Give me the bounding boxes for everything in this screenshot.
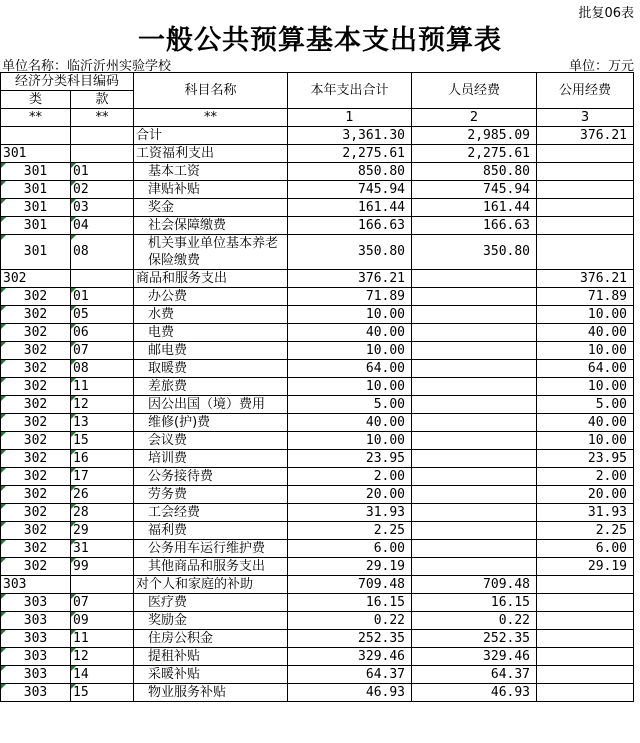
cell-personnel (412, 522, 537, 540)
cell-lei: 302 (1, 540, 71, 558)
cell-public (537, 666, 634, 684)
cell-personnel (412, 288, 537, 306)
cell-item-name: 劳务费 (134, 486, 288, 504)
cell-public: 64.00 (537, 360, 634, 378)
cell-item-name: 因公出国（境）费用 (134, 396, 288, 414)
cell-item-name: 采暖补贴 (134, 666, 288, 684)
marker-cell: 2 (412, 109, 537, 127)
cell-kuan: 13 (71, 414, 134, 432)
table-row (1, 486, 634, 504)
cell-lei: 303 (1, 594, 71, 612)
cell-kuan: 17 (71, 468, 134, 486)
cell-lei: 303 (1, 630, 71, 648)
table-row (1, 684, 634, 702)
cell-lei: 302 (1, 450, 71, 468)
cell-lei: 302 (1, 360, 71, 378)
cell-item-name: 邮电费 (134, 342, 288, 360)
cell-total: 6.00 (288, 540, 412, 558)
cell-item-name: 会议费 (134, 432, 288, 450)
cell-kuan: 02 (71, 181, 134, 199)
cell-total: 20.00 (288, 486, 412, 504)
cell-personnel: 2,275.61 (412, 145, 537, 163)
cell-kuan: 01 (71, 288, 134, 306)
cell-kuan: 07 (71, 594, 134, 612)
cell-kuan: 04 (71, 217, 134, 235)
cell-kuan: 11 (71, 378, 134, 396)
cell-total: 2,275.61 (288, 145, 412, 163)
cell-personnel (412, 378, 537, 396)
cell-lei: 302 (1, 468, 71, 486)
cell-kuan: 12 (71, 396, 134, 414)
header-item-name: 科目名称 (134, 73, 288, 109)
cell-lei: 302 (1, 504, 71, 522)
cell-personnel: 252.35 (412, 630, 537, 648)
cell-lei: 302 (1, 432, 71, 450)
table-row (1, 648, 634, 666)
cell-kuan: 28 (71, 504, 134, 522)
cell-public: 6.00 (537, 540, 634, 558)
cell-item-name: 合计 (134, 127, 288, 145)
cell-public (537, 648, 634, 666)
table-row (1, 576, 634, 594)
cell-lei: 302 (1, 270, 71, 288)
cell-total: 709.48 (288, 576, 412, 594)
cell-public (537, 199, 634, 217)
table-row (1, 540, 634, 558)
table-row (1, 432, 634, 450)
table-row (1, 504, 634, 522)
table-row (1, 270, 634, 288)
cell-lei: 302 (1, 486, 71, 504)
table-row (1, 324, 634, 342)
cell-lei: 302 (1, 342, 71, 360)
cell-lei: 303 (1, 684, 71, 702)
cell-kuan: 14 (71, 666, 134, 684)
unit-name: 单位名称：临沂沂州实验学校 (2, 59, 172, 74)
cell-public: 31.93 (537, 504, 634, 522)
cell-item-name: 取暖费 (134, 360, 288, 378)
cell-kuan: 12 (71, 648, 134, 666)
cell-total: 350.80 (288, 235, 412, 270)
table-row (1, 342, 634, 360)
header-lei: 类 (1, 91, 71, 109)
cell-total: 166.63 (288, 217, 412, 235)
marker-cell: ** (71, 109, 134, 127)
cell-total: 252.35 (288, 630, 412, 648)
cell-public (537, 235, 634, 270)
cell-total: 2.00 (288, 468, 412, 486)
table-row (1, 217, 634, 235)
cell-public: 376.21 (537, 270, 634, 288)
cell-total: 40.00 (288, 414, 412, 432)
cell-personnel (412, 450, 537, 468)
cell-item-name: 提租补贴 (134, 648, 288, 666)
cell-public (537, 630, 634, 648)
table-row (1, 163, 634, 181)
cell-kuan: 16 (71, 450, 134, 468)
cell-item-name: 津贴补贴 (134, 181, 288, 199)
cell-item-name: 社会保障缴费 (134, 217, 288, 235)
cell-item-name: 培训费 (134, 450, 288, 468)
cell-total: 10.00 (288, 306, 412, 324)
table-body (1, 127, 634, 702)
cell-lei (1, 127, 71, 145)
table-row (1, 594, 634, 612)
marker-cell: ** (134, 109, 288, 127)
page-title: 一般公共预算基本支出预算表 (138, 25, 502, 56)
cell-public: 10.00 (537, 306, 634, 324)
cell-public: 2.00 (537, 468, 634, 486)
cell-personnel: 329.46 (412, 648, 537, 666)
cell-personnel: 850.80 (412, 163, 537, 181)
cell-public: 29.19 (537, 558, 634, 576)
cell-lei: 303 (1, 666, 71, 684)
cell-item-name: 工会经费 (134, 504, 288, 522)
cell-total: 745.94 (288, 181, 412, 199)
cell-lei: 303 (1, 648, 71, 666)
table-row (1, 612, 634, 630)
cell-item-name: 奖励金 (134, 612, 288, 630)
cell-item-name: 差旅费 (134, 378, 288, 396)
cell-lei: 302 (1, 324, 71, 342)
cell-lei: 302 (1, 414, 71, 432)
header-public: 公用经费 (537, 73, 634, 109)
cell-public (537, 145, 634, 163)
cell-kuan: 08 (71, 360, 134, 378)
cell-item-name: 办公费 (134, 288, 288, 306)
cell-kuan: 09 (71, 612, 134, 630)
cell-total: 23.95 (288, 450, 412, 468)
table-row (1, 306, 634, 324)
table-row (1, 235, 634, 270)
cell-public (537, 684, 634, 702)
cell-personnel (412, 540, 537, 558)
cell-public: 40.00 (537, 414, 634, 432)
cell-kuan (71, 145, 134, 163)
cell-item-name: 机关事业单位基本养老保险缴费 (134, 235, 288, 270)
cell-total: 46.93 (288, 684, 412, 702)
cell-total: 10.00 (288, 378, 412, 396)
cell-public (537, 181, 634, 199)
cell-kuan: 15 (71, 684, 134, 702)
cell-total: 161.44 (288, 199, 412, 217)
table-row (1, 199, 634, 217)
cell-total: 29.19 (288, 558, 412, 576)
unit-label: 单位：万元 (568, 59, 634, 74)
cell-personnel (412, 504, 537, 522)
cell-public (537, 594, 634, 612)
cell-public: 10.00 (537, 342, 634, 360)
cell-item-name: 维修(护)费 (134, 414, 288, 432)
cell-total: 10.00 (288, 432, 412, 450)
cell-lei: 302 (1, 396, 71, 414)
cell-kuan: 06 (71, 324, 134, 342)
cell-total: 64.00 (288, 360, 412, 378)
cell-item-name: 水费 (134, 306, 288, 324)
table-row (1, 522, 634, 540)
cell-public (537, 163, 634, 181)
cell-personnel (412, 306, 537, 324)
cell-lei: 302 (1, 558, 71, 576)
cell-item-name: 公务用车运行维护费 (134, 540, 288, 558)
table-row (1, 630, 634, 648)
cell-personnel: 161.44 (412, 199, 537, 217)
table-row (1, 558, 634, 576)
cell-total: 31.93 (288, 504, 412, 522)
cell-personnel: 16.15 (412, 594, 537, 612)
cell-total: 10.00 (288, 342, 412, 360)
cell-personnel: 2,985.09 (412, 127, 537, 145)
cell-item-name: 物业服务补贴 (134, 684, 288, 702)
marker-cell: ** (1, 109, 71, 127)
table-row (1, 378, 634, 396)
cell-personnel (412, 324, 537, 342)
table-row (1, 288, 634, 306)
cell-kuan: 26 (71, 486, 134, 504)
cell-total: 64.37 (288, 666, 412, 684)
cell-personnel (412, 360, 537, 378)
cell-item-name: 医疗费 (134, 594, 288, 612)
header-kuan: 款 (71, 91, 134, 109)
header-personnel: 人员经费 (412, 73, 537, 109)
header-econ-code: 经济分类科目编码 (1, 73, 134, 91)
cell-kuan: 31 (71, 540, 134, 558)
table-row (1, 396, 634, 414)
cell-item-name: 福利费 (134, 522, 288, 540)
table-row (1, 414, 634, 432)
cell-total: 5.00 (288, 396, 412, 414)
cell-personnel: 46.93 (412, 684, 537, 702)
cell-personnel: 745.94 (412, 181, 537, 199)
cell-kuan: 08 (71, 235, 134, 270)
cell-lei: 301 (1, 217, 71, 235)
cell-public: 376.21 (537, 127, 634, 145)
cell-public: 40.00 (537, 324, 634, 342)
table-row (1, 450, 634, 468)
cell-item-name: 对个人和家庭的补助 (134, 576, 288, 594)
cell-public (537, 576, 634, 594)
cell-kuan (71, 127, 134, 145)
cell-kuan: 29 (71, 522, 134, 540)
cell-lei: 302 (1, 306, 71, 324)
cell-public: 10.00 (537, 378, 634, 396)
cell-public: 10.00 (537, 432, 634, 450)
cell-kuan: 01 (71, 163, 134, 181)
cell-lei: 301 (1, 145, 71, 163)
cell-lei: 301 (1, 181, 71, 199)
cell-kuan (71, 270, 134, 288)
cell-item-name: 公务接待费 (134, 468, 288, 486)
cell-item-name: 住房公积金 (134, 630, 288, 648)
cell-personnel (412, 342, 537, 360)
cell-personnel: 709.48 (412, 576, 537, 594)
cell-personnel: 350.80 (412, 235, 537, 270)
cell-kuan: 07 (71, 342, 134, 360)
cell-kuan: 99 (71, 558, 134, 576)
cell-personnel: 166.63 (412, 217, 537, 235)
cell-item-name: 基本工资 (134, 163, 288, 181)
marker-cell: 3 (537, 109, 634, 127)
cell-public: 23.95 (537, 450, 634, 468)
cell-total: 2.25 (288, 522, 412, 540)
cell-lei: 303 (1, 576, 71, 594)
cell-personnel (412, 432, 537, 450)
cell-item-name: 其他商品和服务支出 (134, 558, 288, 576)
cell-kuan: 11 (71, 630, 134, 648)
cell-personnel (412, 396, 537, 414)
cell-lei: 302 (1, 522, 71, 540)
cell-public: 71.89 (537, 288, 634, 306)
table-row (1, 666, 634, 684)
cell-personnel: 64.37 (412, 666, 537, 684)
table-row (1, 145, 634, 163)
cell-lei: 301 (1, 199, 71, 217)
cell-item-name: 工资福利支出 (134, 145, 288, 163)
cell-public (537, 217, 634, 235)
cell-lei: 303 (1, 612, 71, 630)
header-total: 本年支出合计 (288, 73, 412, 109)
cell-personnel (412, 270, 537, 288)
table-row (1, 181, 634, 199)
cell-personnel (412, 414, 537, 432)
cell-lei: 301 (1, 235, 71, 270)
cell-kuan: 15 (71, 432, 134, 450)
cell-public: 5.00 (537, 396, 634, 414)
cell-total: 850.80 (288, 163, 412, 181)
table-row (1, 127, 634, 145)
cell-total: 71.89 (288, 288, 412, 306)
cell-kuan: 05 (71, 306, 134, 324)
budget-table (0, 72, 634, 702)
table-row (1, 468, 634, 486)
cell-lei: 302 (1, 378, 71, 396)
cell-total: 16.15 (288, 594, 412, 612)
cell-personnel: 0.22 (412, 612, 537, 630)
cell-kuan: 03 (71, 199, 134, 217)
cell-public: 2.25 (537, 522, 634, 540)
cell-total: 0.22 (288, 612, 412, 630)
cell-item-name: 奖金 (134, 199, 288, 217)
cell-personnel (412, 558, 537, 576)
cell-lei: 301 (1, 163, 71, 181)
cell-personnel (412, 486, 537, 504)
cell-total: 376.21 (288, 270, 412, 288)
cell-kuan (71, 576, 134, 594)
cell-public: 20.00 (537, 486, 634, 504)
cell-public (537, 612, 634, 630)
cell-total: 329.46 (288, 648, 412, 666)
cell-total: 3,361.30 (288, 127, 412, 145)
marker-cell: 1 (288, 109, 412, 127)
cell-item-name: 电费 (134, 324, 288, 342)
cell-lei: 302 (1, 288, 71, 306)
table-row (1, 360, 634, 378)
cell-total: 40.00 (288, 324, 412, 342)
cell-personnel (412, 468, 537, 486)
cell-item-name: 商品和服务支出 (134, 270, 288, 288)
form-number: 批复06表 (578, 6, 634, 21)
